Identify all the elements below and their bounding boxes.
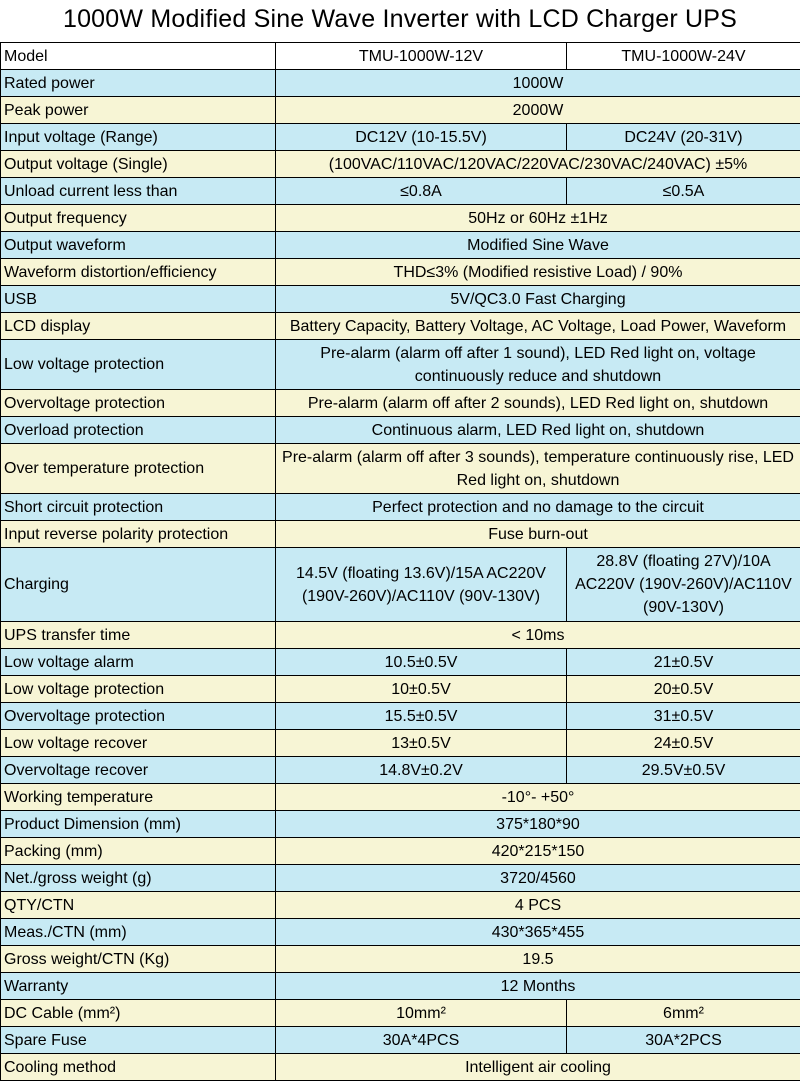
- spec-label: LCD display: [1, 313, 276, 340]
- spec-value: 420*215*150: [276, 838, 800, 865]
- spec-row: [1, 232, 800, 259]
- spec-value-12v: DC12V (10-15.5V): [276, 124, 567, 151]
- spec-value: Fuse burn-out: [276, 521, 800, 548]
- spec-value-12v: 10±0.5V: [276, 676, 567, 703]
- spec-row: [1, 1027, 800, 1054]
- spec-label: Low voltage protection: [1, 676, 276, 703]
- spec-value-24v: TMU-1000W-24V: [567, 43, 800, 70]
- spec-label: Packing (mm): [1, 838, 276, 865]
- spec-value-12v: 13±0.5V: [276, 730, 567, 757]
- spec-row: [1, 313, 800, 340]
- spec-value: 3720/4560: [276, 865, 800, 892]
- spec-label: Output voltage (Single): [1, 151, 276, 178]
- spec-label: Low voltage recover: [1, 730, 276, 757]
- spec-row: [1, 417, 800, 444]
- spec-label: Low voltage protection: [1, 340, 276, 390]
- spec-value: Continuous alarm, LED Red light on, shutdown: [276, 417, 800, 444]
- spec-row: [1, 70, 800, 97]
- spec-label: Working temperature: [1, 784, 276, 811]
- spec-label: UPS transfer time: [1, 622, 276, 649]
- spec-value-12v: 10.5±0.5V: [276, 649, 567, 676]
- spec-value: Pre-alarm (alarm off after 2 sounds), LED Red light on, shutdown: [276, 390, 800, 417]
- spec-label: Waveform distortion/efficiency: [1, 259, 276, 286]
- spec-label: Rated power: [1, 70, 276, 97]
- spec-row: [1, 124, 800, 151]
- spec-value: 1000W: [276, 70, 800, 97]
- spec-label: Input reverse polarity protection: [1, 521, 276, 548]
- spec-value-24v: ≤0.5A: [567, 178, 800, 205]
- spec-row: [1, 811, 800, 838]
- spec-label: Output frequency: [1, 205, 276, 232]
- spec-value-24v: 31±0.5V: [567, 703, 800, 730]
- spec-label: DC Cable (mm²): [1, 1000, 276, 1027]
- spec-value-12v: 30A*4PCS: [276, 1027, 567, 1054]
- spec-table-body: [1, 43, 800, 1081]
- spec-value-24v: 28.8V (floating 27V)/10A AC220V (190V-260V)/AC110V (90V-130V): [567, 548, 800, 622]
- spec-row: [1, 757, 800, 784]
- spec-row: [1, 259, 800, 286]
- spec-value-12v: 14.8V±0.2V: [276, 757, 567, 784]
- spec-label: Low voltage alarm: [1, 649, 276, 676]
- spec-label: Peak power: [1, 97, 276, 124]
- spec-value-12v: 15.5±0.5V: [276, 703, 567, 730]
- spec-row: [1, 784, 800, 811]
- spec-value: 5V/QC3.0 Fast Charging: [276, 286, 800, 313]
- spec-row: [1, 865, 800, 892]
- spec-value: 430*365*455: [276, 919, 800, 946]
- spec-label: Model: [1, 43, 276, 70]
- spec-label: QTY/CTN: [1, 892, 276, 919]
- spec-row: [1, 340, 800, 390]
- spec-row: [1, 444, 800, 494]
- spec-row: [1, 649, 800, 676]
- spec-row: [1, 1000, 800, 1027]
- spec-row: [1, 43, 800, 70]
- spec-value: 50Hz or 60Hz ±1Hz: [276, 205, 800, 232]
- spec-value-24v: 6mm²: [567, 1000, 800, 1027]
- spec-label: Short circuit protection: [1, 494, 276, 521]
- spec-value-12v: ≤0.8A: [276, 178, 567, 205]
- spec-value: THD≤3% (Modified resistive Load) / 90%: [276, 259, 800, 286]
- spec-row: [1, 730, 800, 757]
- spec-value: 19.5: [276, 946, 800, 973]
- spec-row: [1, 973, 800, 1000]
- spec-label: Overload protection: [1, 417, 276, 444]
- spec-row: [1, 1054, 800, 1081]
- spec-value: 4 PCS: [276, 892, 800, 919]
- spec-label: Charging: [1, 548, 276, 622]
- spec-row: [1, 892, 800, 919]
- spec-row: [1, 97, 800, 124]
- spec-label: Overvoltage protection: [1, 390, 276, 417]
- spec-label: Over temperature protection: [1, 444, 276, 494]
- spec-value-24v: DC24V (20-31V): [567, 124, 800, 151]
- spec-label: Unload current less than: [1, 178, 276, 205]
- spec-label: Product Dimension (mm): [1, 811, 276, 838]
- spec-value-12v: 10mm²: [276, 1000, 567, 1027]
- spec-row: [1, 521, 800, 548]
- spec-value-24v: 20±0.5V: [567, 676, 800, 703]
- spec-row: [1, 838, 800, 865]
- spec-value-24v: 29.5V±0.5V: [567, 757, 800, 784]
- spec-value: Intelligent air cooling: [276, 1054, 800, 1081]
- spec-value: 375*180*90: [276, 811, 800, 838]
- spec-value: Modified Sine Wave: [276, 232, 800, 259]
- spec-label: Output waveform: [1, 232, 276, 259]
- spec-value: Pre-alarm (alarm off after 3 sounds), temperature continuously rise, LED Red light on, shutdown: [276, 444, 800, 494]
- spec-value: Perfect protection and no damage to the circuit: [276, 494, 800, 521]
- spec-label: Gross weight/CTN (Kg): [1, 946, 276, 973]
- spec-value-24v: 30A*2PCS: [567, 1027, 800, 1054]
- spec-label: Input voltage (Range): [1, 124, 276, 151]
- spec-value: Battery Capacity, Battery Voltage, AC Voltage, Load Power, Waveform: [276, 313, 800, 340]
- spec-row: [1, 548, 800, 622]
- spec-label: Warranty: [1, 973, 276, 1000]
- spec-value: 2000W: [276, 97, 800, 124]
- spec-row: [1, 703, 800, 730]
- spec-row: [1, 286, 800, 313]
- spec-label: USB: [1, 286, 276, 313]
- spec-label: Overvoltage protection: [1, 703, 276, 730]
- spec-row: [1, 390, 800, 417]
- spec-label: Overvoltage recover: [1, 757, 276, 784]
- spec-value-24v: 24±0.5V: [567, 730, 800, 757]
- spec-row: [1, 946, 800, 973]
- spec-label: Net./gross weight (g): [1, 865, 276, 892]
- spec-value: < 10ms: [276, 622, 800, 649]
- spec-row: [1, 151, 800, 178]
- spec-value: (100VAC/110VAC/120VAC/220VAC/230VAC/240VAC) ±5%: [276, 151, 800, 178]
- spec-label: Spare Fuse: [1, 1027, 276, 1054]
- spec-row: [1, 205, 800, 232]
- spec-label: Meas./CTN (mm): [1, 919, 276, 946]
- spec-row: [1, 494, 800, 521]
- spec-value: Pre-alarm (alarm off after 1 sound), LED Red light on, voltage continuously reduce and shutdown: [276, 340, 800, 390]
- spec-value: -10°- +50°: [276, 784, 800, 811]
- spec-value-12v: TMU-1000W-12V: [276, 43, 567, 70]
- spec-row: [1, 178, 800, 205]
- spec-value-12v: 14.5V (floating 13.6V)/15A AC220V (190V-260V)/AC110V (90V-130V): [276, 548, 567, 622]
- spec-table: [0, 42, 800, 1081]
- spec-row: [1, 676, 800, 703]
- spec-value: 12 Months: [276, 973, 800, 1000]
- page-title: 1000W Modified Sine Wave Inverter with LCD Charger UPS: [0, 0, 800, 42]
- spec-row: [1, 622, 800, 649]
- spec-row: [1, 919, 800, 946]
- spec-value-24v: 21±0.5V: [567, 649, 800, 676]
- spec-label: Cooling method: [1, 1054, 276, 1081]
